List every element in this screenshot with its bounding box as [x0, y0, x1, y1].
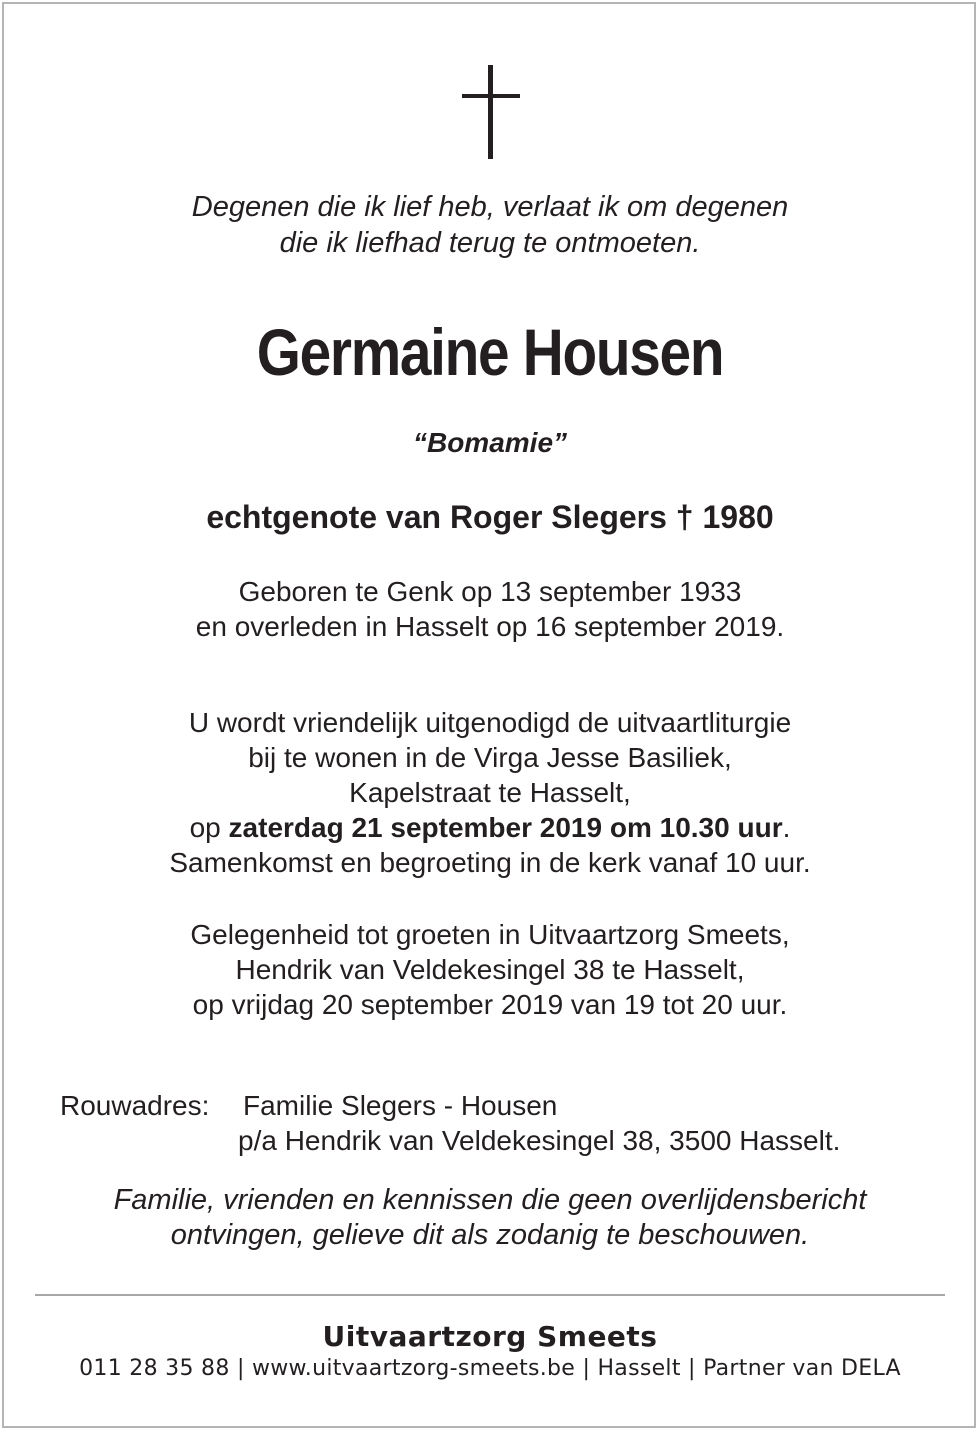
notice: [0, 1183, 980, 1253]
deceased-name: Germaine Housen: [256, 315, 724, 389]
visitation: [0, 917, 980, 1022]
death-line: en overleden in Hasselt op 16 september 2019.: [195, 611, 785, 642]
funeral-line-5: Samenkomst en begroeting in de kerk vanaf 10 uur.: [169, 847, 811, 878]
funeral-line-3: Kapelstraat te Hasselt,: [349, 777, 631, 808]
mourning-address-line-1: Familie Slegers - Housen: [243, 1090, 558, 1121]
motto-line-1: Degenen die ik lief heb, verlaat ik om degenen: [191, 191, 789, 223]
funeral-date-suffix: .: [782, 812, 791, 843]
mourning-address-line-2: p/a Hendrik van Veldekesingel 38, 3500 Hasselt.: [238, 1125, 841, 1156]
funeral-date: zaterdag 21 september 2019 om 10.30 uur: [228, 812, 783, 843]
notice-line-1: Familie, vrienden en kennissen die geen overlijdensbericht: [113, 1184, 867, 1216]
funeral-date-prefix: op: [189, 812, 229, 843]
birth-line: Geboren te Genk op 13 september 1933: [238, 576, 742, 607]
motto-line-2: die ik liefhad terug te ontmoeten.: [279, 227, 701, 259]
notice-line-2: ontvingen, gelieve dit als zodanig te beschouwen.: [170, 1219, 810, 1251]
visitation-line-2: Hendrik van Veldekesingel 38 te Hasselt,: [235, 954, 745, 985]
visitation-line-3: op vrijdag 20 september 2019 van 19 tot 20 uur.: [192, 989, 788, 1020]
footer-divider: [35, 1294, 945, 1296]
nickname: “Bomamie”: [412, 427, 568, 458]
funeral-date-line: [0, 810, 980, 845]
funeral-line-1: U wordt vriendelijk uitgenodigd de uitvaartliturgie: [188, 707, 792, 738]
cross-icon: [462, 65, 520, 159]
funeral-invitation: [0, 705, 980, 880]
funeral-line-2: bij te wonen in de Virga Jesse Basiliek,: [248, 742, 732, 773]
spouse-line: echtgenote van Roger Slegers † 1980: [206, 499, 774, 535]
mourning-address-label: Rouwadres:: [60, 1090, 210, 1121]
motto: [0, 189, 980, 261]
life-dates: [0, 574, 980, 644]
funeral-home-name: Uitvaartzorg Smeets: [322, 1320, 658, 1353]
visitation-line-1: Gelegenheid tot groeten in Uitvaartzorg Smeets,: [190, 919, 790, 950]
funeral-home-contact: 011 28 35 88 | www.uitvaartzorg-smeets.be | Hasselt | Partner van DELA: [79, 1356, 901, 1381]
